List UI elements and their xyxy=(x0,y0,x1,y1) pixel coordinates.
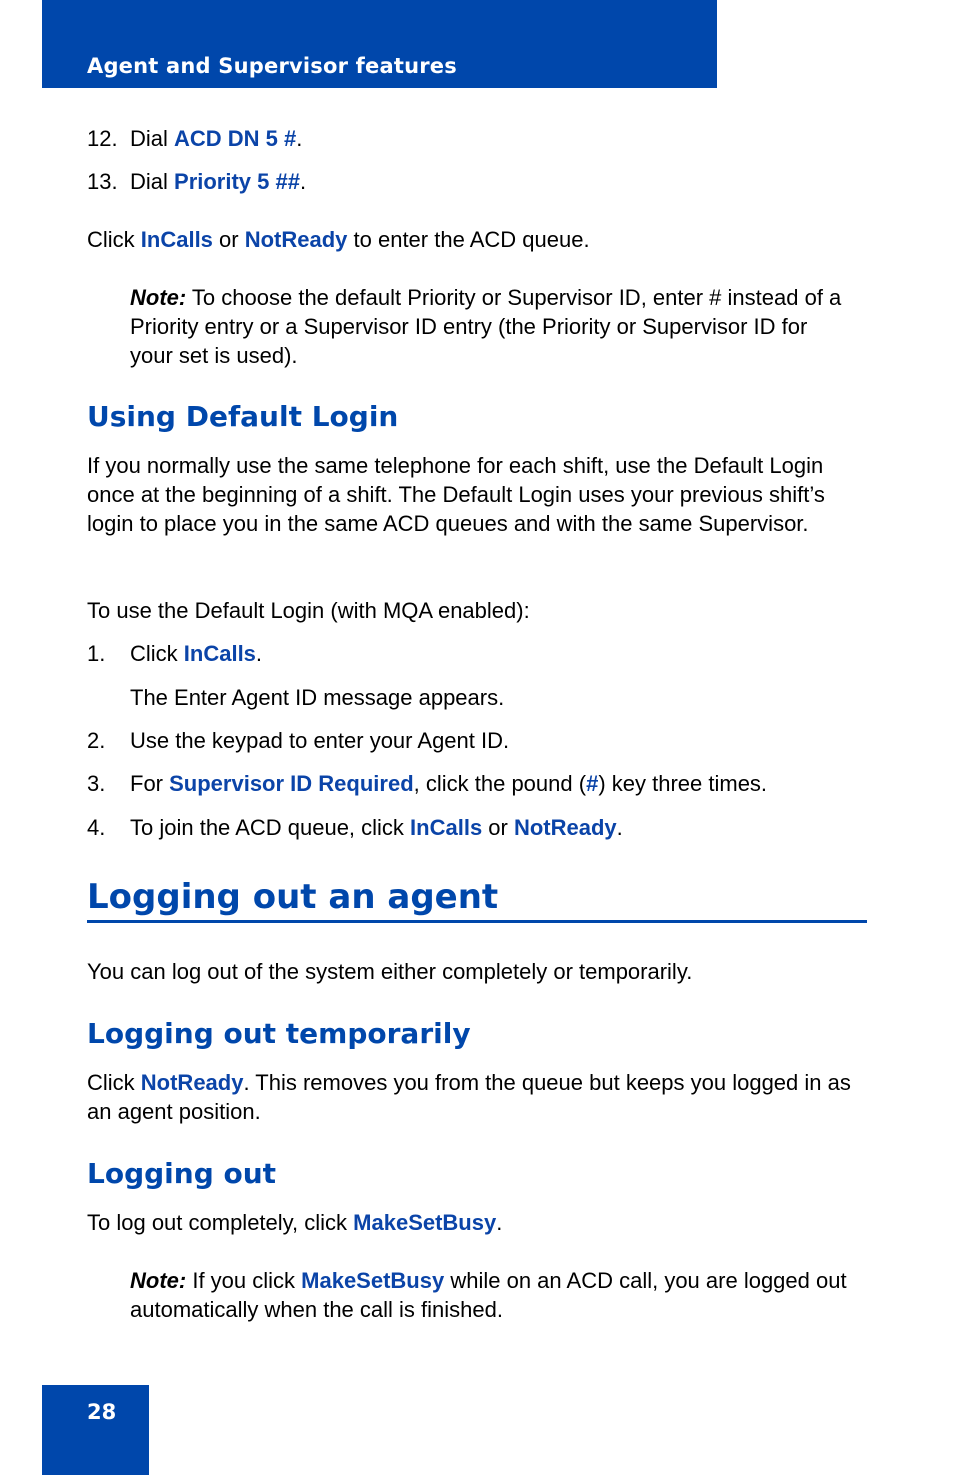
header-title: Agent and Supervisor features xyxy=(87,54,457,78)
key-notready: NotReady xyxy=(513,815,617,840)
note-default-priority: Note: To choose the default Priority or Supervisor ID, enter # instead of a Priority entry or a Supervisor ID entry (the Priority or Supervisor ID for your set is used). xyxy=(130,285,842,368)
click-instruction: Click InCalls or NotReady to enter the ACD queue. xyxy=(87,227,590,252)
default-login-intro: To use the Default Login (with MQA enabled): xyxy=(87,598,530,623)
heading-using-default-login: Using Default Login xyxy=(87,400,399,433)
key-notready: NotReady xyxy=(244,227,348,252)
paragraph-temp-logout: Click NotReady. This removes you from the queue but keeps you logged in as an agent position. xyxy=(87,1070,851,1124)
step-text: To join the ACD queue, click InCalls or NotReady. xyxy=(130,815,623,840)
paragraph-default-login: If you normally use the same telephone for each shift, use the Default Login once at the beginning of a shift. The Default Login uses your previous shift’s login to place you in the same ACD queues and with the same Supervisor. xyxy=(87,453,825,536)
page-number: 28 xyxy=(87,1400,117,1424)
key-makesetbusy: MakeSetBusy xyxy=(301,1268,445,1293)
key-priority: Priority 5 ## xyxy=(174,169,300,194)
paragraph-logout: You can log out of the system either completely or temporarily. xyxy=(87,959,693,984)
step-text: Dial Priority 5 ##. xyxy=(130,169,307,194)
step-1-result: The Enter Agent ID message appears. xyxy=(130,685,505,710)
step-number: 1. xyxy=(87,641,106,666)
key-pound: # xyxy=(586,771,599,796)
header-bar xyxy=(42,0,717,88)
step-number: 3. xyxy=(87,771,106,796)
step-number: 4. xyxy=(87,815,106,840)
note-label: Note: xyxy=(130,1268,187,1293)
key-notready: NotReady xyxy=(140,1070,244,1095)
key-makesetbusy: MakeSetBusy xyxy=(353,1210,497,1235)
page-number-box xyxy=(42,1385,149,1475)
step-text: Use the keypad to enter your Agent ID. xyxy=(130,728,510,753)
heading-logging-out: Logging out xyxy=(87,1157,277,1190)
key-acd-dn: ACD DN 5 # xyxy=(174,126,297,151)
step-text: Click InCalls. xyxy=(130,641,263,666)
heading-logging-out-an-agent: Logging out an agent xyxy=(87,877,499,917)
note-makesetbusy: Note: If you click MakeSetBusy while on an ACD call, you are logged out automatically when the call is finished. xyxy=(130,1268,847,1322)
step-text: Dial ACD DN 5 #. xyxy=(130,126,303,151)
step-text: For Supervisor ID Required, click the pound (#) key three times. xyxy=(130,771,768,796)
note-label: Note: xyxy=(130,285,187,310)
step-number: 13. xyxy=(87,169,118,194)
step-number: 2. xyxy=(87,728,106,753)
heading-rule xyxy=(87,920,867,923)
step-number: 12. xyxy=(87,126,118,151)
heading-logging-out-temporarily: Logging out temporarily xyxy=(87,1017,471,1050)
key-incalls: InCalls xyxy=(183,641,256,666)
paragraph-logout-complete: To log out completely, click MakeSetBusy. xyxy=(87,1210,503,1235)
key-supervisor-id-required: Supervisor ID Required xyxy=(169,771,414,796)
key-incalls: InCalls xyxy=(410,815,483,840)
key-incalls: InCalls xyxy=(140,227,213,252)
